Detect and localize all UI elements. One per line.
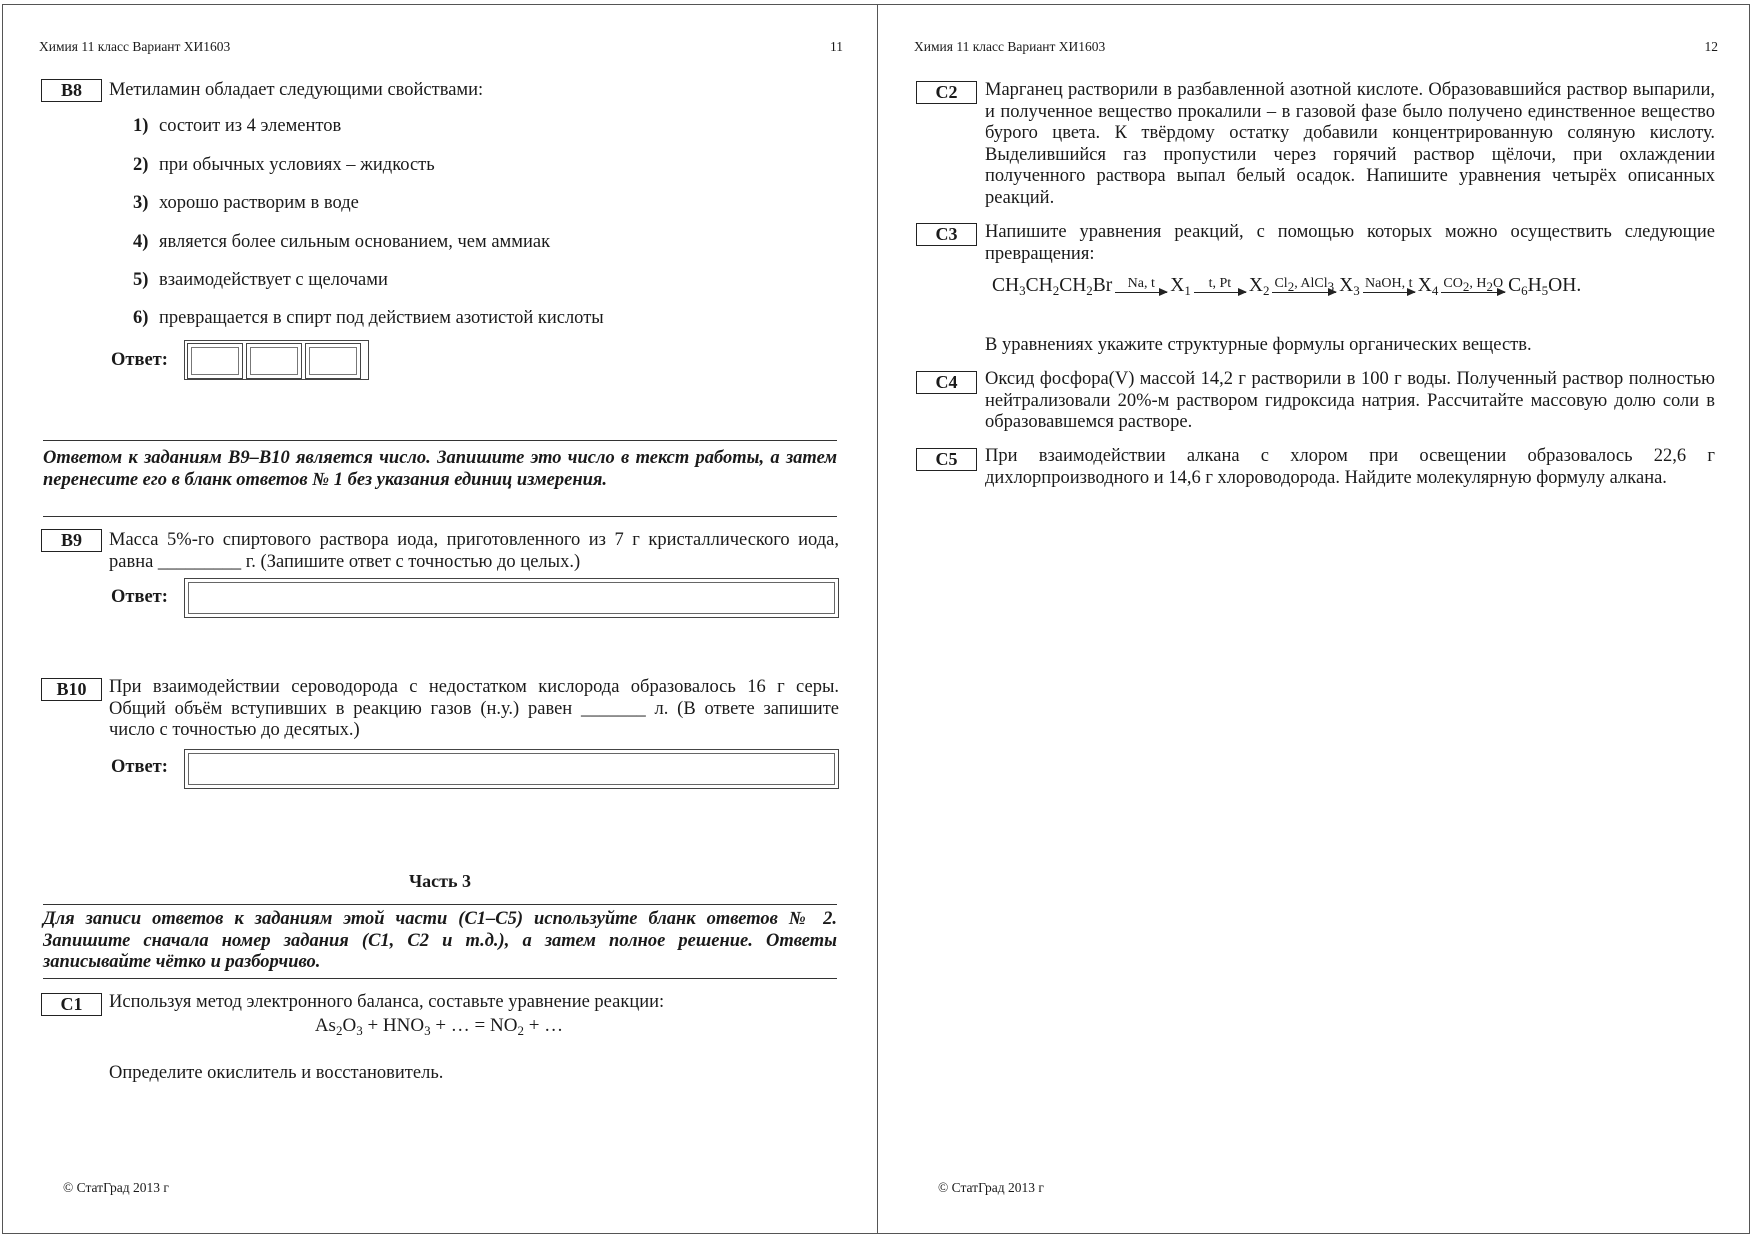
chain-x2: $X_2$ xyxy=(1248,275,1270,298)
part3-instruction: Для записи ответов к заданиям этой части (С1–С5) используйте бланк ответов № 2. Запишите сначала номер задания (С1, С2 и т.д.), а затем полное решение. Ответы записывайте чётко и разборчиво. xyxy=(43,909,837,972)
b8-option-4: 4) является более сильным основанием, чем аммиак xyxy=(133,232,551,252)
reaction-arrow-1: Na, t xyxy=(1115,276,1167,293)
divider xyxy=(43,978,837,979)
reaction-arrow-4: NaOH, t xyxy=(1363,276,1415,293)
page-header: Химия 11 класс Вариант ХИ1603 xyxy=(39,39,231,54)
b10-answer-field[interactable] xyxy=(184,749,839,789)
chain-end-compound: $C_6H_5OH$. xyxy=(1508,275,1582,298)
divider xyxy=(43,516,837,517)
c2-text: Марганец растворили в разбавленной азотной кислоте. Образовавшийся раствор выпарили, и полученное вещество прокалили – в газовой фазе было получено единственное вещество бурого цвета. К твёрдому остатку добавили концентрированную соляную кислоту. Выделившийся газ пропустили через горячий раствор щёлочи, при охлаждении полученного раствора выпал белый осадок. Напишите уравнения четырёх описанных реакций. xyxy=(985,80,1715,208)
page-number: 11 xyxy=(830,39,843,54)
c4-text: Оксид фосфора(V) массой 14,2 г растворили в 100 г воды. Полученный раствор полностью нейтрализовали 20%-м раствором гидроксида натрия. Рассчитайте массовую долю соли в образовавшемся растворе. xyxy=(985,369,1715,432)
c1-equation: $As_2O_3 + HNO_3$ + … = $NO_2$ + … xyxy=(314,1015,564,1038)
b10-answer-label: Ответ: xyxy=(111,757,168,777)
task-label-c5: C5 xyxy=(916,448,977,471)
c3-note: В уравнениях укажите структурные формулы органических веществ. xyxy=(985,335,1532,355)
page-12 xyxy=(877,4,1750,1234)
c5-text: При взаимодействии алкана с хлором при освещении образовалось 22,6 г дихлорпроизводного и 14,6 г хлороводорода. Найдите молекулярную формулу алкана. xyxy=(985,446,1715,488)
b9-answer-label: Ответ: xyxy=(111,587,168,607)
reaction-arrow-3: $Cl_2$, AlCl$_3$ xyxy=(1274,276,1335,294)
c1-text2: Определите окислитель и восстановитель. xyxy=(109,1063,444,1083)
divider xyxy=(43,440,837,441)
chain-x4: $X_4$ xyxy=(1417,275,1439,298)
b9-text: Масса 5%-го спиртового раствора иода, приготовленного из 7 г кристаллического иода, равна _________ г. (Запишите ответ с точностью до целых.) xyxy=(109,530,839,572)
page-number: 12 xyxy=(1704,39,1718,54)
b9-answer-field[interactable] xyxy=(184,578,839,618)
b8-option-5: 5) взаимодействует с щелочами xyxy=(133,270,388,290)
b8-option-2: 2) при обычных условиях – жидкость xyxy=(133,155,435,175)
b9-b10-instruction: Ответом к заданиям В9–В10 является число. Запишите это число в текст работы, а затем перенесите его в бланк ответов № 1 без указания единиц измерения. xyxy=(43,448,837,490)
part3-title: Часть 3 xyxy=(408,871,472,891)
chain-start-compound: $CH_3CH_2CH_2Br$ xyxy=(992,275,1113,298)
c1-text: Используя метод электронного баланса, составьте уравнение реакции: xyxy=(109,992,665,1012)
page-header: Химия 11 класс Вариант ХИ1603 xyxy=(914,39,1106,54)
c3-reaction-chain xyxy=(991,275,1582,297)
b8-option-3: 3) хорошо растворим в воде xyxy=(133,193,359,213)
task-label-c3: C3 xyxy=(916,223,977,246)
reaction-arrow-2: t, Pt xyxy=(1194,276,1246,293)
b8-answer-cell-3[interactable] xyxy=(305,343,361,379)
b8-answer-cell-2[interactable] xyxy=(246,343,302,379)
task-label-c4: C4 xyxy=(916,371,977,394)
b8-option-1: 1) состоит из 4 элементов xyxy=(133,116,342,136)
b8-option-6: 6) превращается в спирт под действием азотистой кислоты xyxy=(133,308,604,328)
task-label-b8: B8 xyxy=(41,79,102,102)
page-footer: © СтатГрад 2013 г xyxy=(938,1180,1044,1195)
c3-text: Напишите уравнения реакций, с помощью которых можно осуществить следующие превращения: xyxy=(985,222,1715,264)
b10-text: При взаимодействии сероводорода с недостатком кислорода образовалось 16 г серы. Общий объём вступивших в реакцию газов (н.у.) равен _______ л. (В ответе запишите число с точностью до десятых.) xyxy=(109,677,839,740)
task-label-c1: C1 xyxy=(41,993,102,1016)
task-label-c2: C2 xyxy=(916,81,977,104)
divider xyxy=(43,904,837,905)
reaction-arrow-5: $CO_2$, $H_2O$ xyxy=(1443,276,1504,294)
page-11 xyxy=(2,4,878,1234)
b8-answer-label: Ответ: xyxy=(111,350,168,370)
b8-answer-cells xyxy=(184,340,369,380)
chain-x3: $X_3$ xyxy=(1339,275,1360,298)
task-label-b9: B9 xyxy=(41,529,102,552)
task-label-b10: B10 xyxy=(41,678,102,701)
b8-answer-cell-1[interactable] xyxy=(187,343,243,379)
b8-question: Метиламин обладает следующими свойствами: xyxy=(109,80,484,100)
page-footer: © СтатГрад 2013 г xyxy=(63,1180,169,1195)
chain-x1: $X_1$ xyxy=(1170,275,1191,298)
